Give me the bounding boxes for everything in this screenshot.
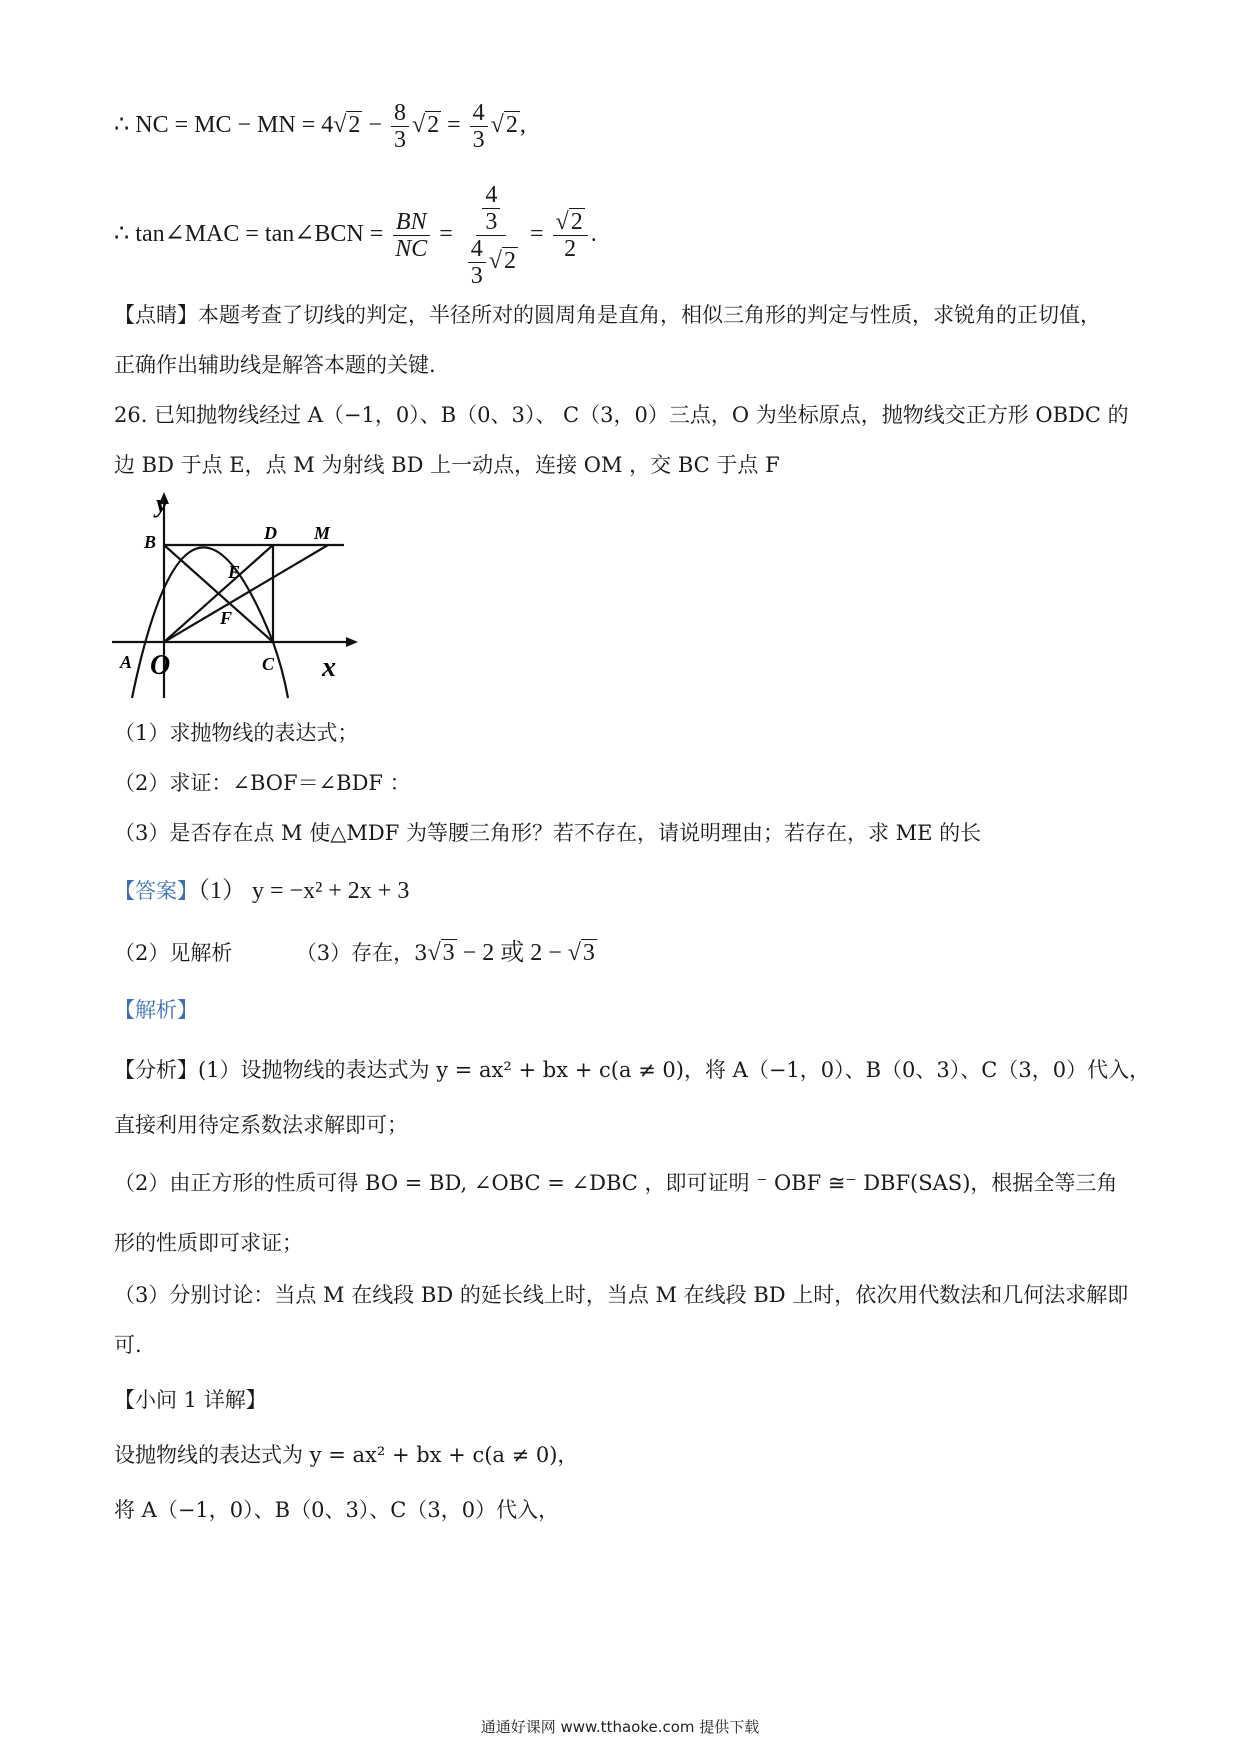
question-1: （1）求抛物线的表达式；	[114, 721, 359, 745]
problem-line-1: 26. 已知抛物线经过 A（−1，0）、B（0、3）、 C（3，0）三点，O 为坐标原点，抛物线交正方形 OBDC 的	[114, 403, 1129, 427]
eq-nc-prefix: ∴ NC = MC − MN = 4	[114, 112, 334, 139]
answer-1: （1） y = −x² + 2x + 3	[198, 878, 410, 904]
analysis-p3-line-1: （3）分别讨论：当点 M 在线段 BD 的延长线上时，当点 M 在线段 BD 上时，依次用代数法和几何法求解即	[114, 1283, 1129, 1307]
problem-line-2: 边 BD 于点 E，点 M 为射线 BD 上一动点，连接 OM ，交 BC 于点 F	[114, 453, 780, 477]
label-f: F	[220, 608, 233, 628]
answer-3-sqrt-2: √3	[567, 940, 595, 966]
eq-tan-equals-1: =	[433, 221, 459, 248]
label-y: y	[156, 489, 168, 518]
frac-result: $\frac{√2}{2}$	[553, 209, 588, 262]
detail-line-2: 将 A（−1，0）、B（0、3）、C（3，0）代入，	[114, 1498, 560, 1522]
analysis-p1-line-2: 直接利用待定系数法求解即可；	[114, 1113, 408, 1137]
frac-compound: $\frac{4}{3}$ $\frac{4}{3}$ √2	[462, 182, 521, 289]
eq-nc-minus: −	[362, 112, 388, 139]
equation-nc	[114, 100, 526, 153]
analysis-p2-line-2: 形的性质即可求证；	[114, 1231, 303, 1255]
sqrt-3: √2	[490, 112, 518, 139]
question-2: （2）求证：∠BOF＝∠BDF ：	[114, 771, 411, 795]
frac-4-3: $\frac{4}{3}$	[470, 100, 488, 153]
eq-tan-prefix: ∴ tan∠MAC = tan∠BCN =	[114, 221, 390, 248]
frac-bn-nc: $\frac{BN}{NC}$	[392, 209, 430, 262]
answer-tag: 【答案】	[114, 879, 198, 903]
eq-tan-end: .	[590, 221, 597, 248]
label-b: B	[144, 532, 157, 552]
label-e: E	[228, 562, 241, 582]
label-c: C	[262, 654, 275, 674]
label-x: x	[322, 652, 336, 683]
line-om	[164, 545, 328, 642]
sqrt-1: √2	[333, 112, 361, 139]
x-arrow	[346, 637, 358, 647]
detail-line-1: 设抛物线的表达式为 y = ax² + bx + c(a ≠ 0)，	[114, 1443, 579, 1467]
footer-text: 通通好课网 www.tthaoke.com 提供下载	[480, 1718, 760, 1736]
sqrt-2: √2	[411, 112, 440, 139]
analysis-p1-line-1: 【分析】(1）设抛物线的表达式为 y = ax² + bx + c(a ≠ 0)，将 A（−1，0）、B（0、3）、C（3，0）代入，	[114, 1058, 1151, 1082]
detail-tag: 【小问 1 详解】	[114, 1388, 267, 1412]
parabola-figure	[108, 488, 368, 710]
dianjing-text-1: 本题考查了切线的判定，半径所对的圆周角是直角，相似三角形的判定与性质，求锐角的正切值，	[198, 303, 1101, 327]
label-o: O	[150, 650, 171, 681]
frac-8-3: $\frac{8}{3}$	[391, 100, 409, 153]
answer-3-prefix: （3）存在，3	[295, 941, 428, 965]
jiexi-tag: 【解析】	[114, 998, 198, 1022]
dianjing-line-2: 正确作出辅助线是解答本题的关键.	[114, 353, 436, 377]
answer-line-2	[114, 938, 597, 968]
answer-line-1	[114, 876, 409, 906]
answer-3-mid: − 2 或 2 −	[456, 940, 568, 966]
label-a: A	[120, 652, 133, 672]
dianjing-tag: 【点睛】	[114, 303, 198, 327]
label-d: D	[264, 523, 277, 543]
eq-nc-end: ,	[519, 112, 526, 139]
analysis-p2-line-1: （2）由正方形的性质可得 BO = BD, ∠OBC = ∠DBC ，即可证明 ⁻ OBF ≅⁻ DBF(SAS)，根据全等三角	[114, 1171, 1118, 1195]
analysis-p3-line-2: 可.	[114, 1333, 142, 1357]
question-3: （3）是否存在点 M 使△MDF 为等腰三角形？若不存在，请说明理由；若存在，求 ME 的长	[114, 821, 982, 845]
eq-tan-equals-2: =	[523, 221, 550, 248]
answer-3-sqrt-1: √3	[427, 940, 455, 966]
answer-2: （2）见解析	[114, 941, 233, 965]
eq-nc-equals: =	[441, 112, 467, 139]
dianjing-line-1	[114, 300, 1101, 330]
equation-tan	[114, 182, 597, 289]
label-m: M	[314, 523, 331, 543]
